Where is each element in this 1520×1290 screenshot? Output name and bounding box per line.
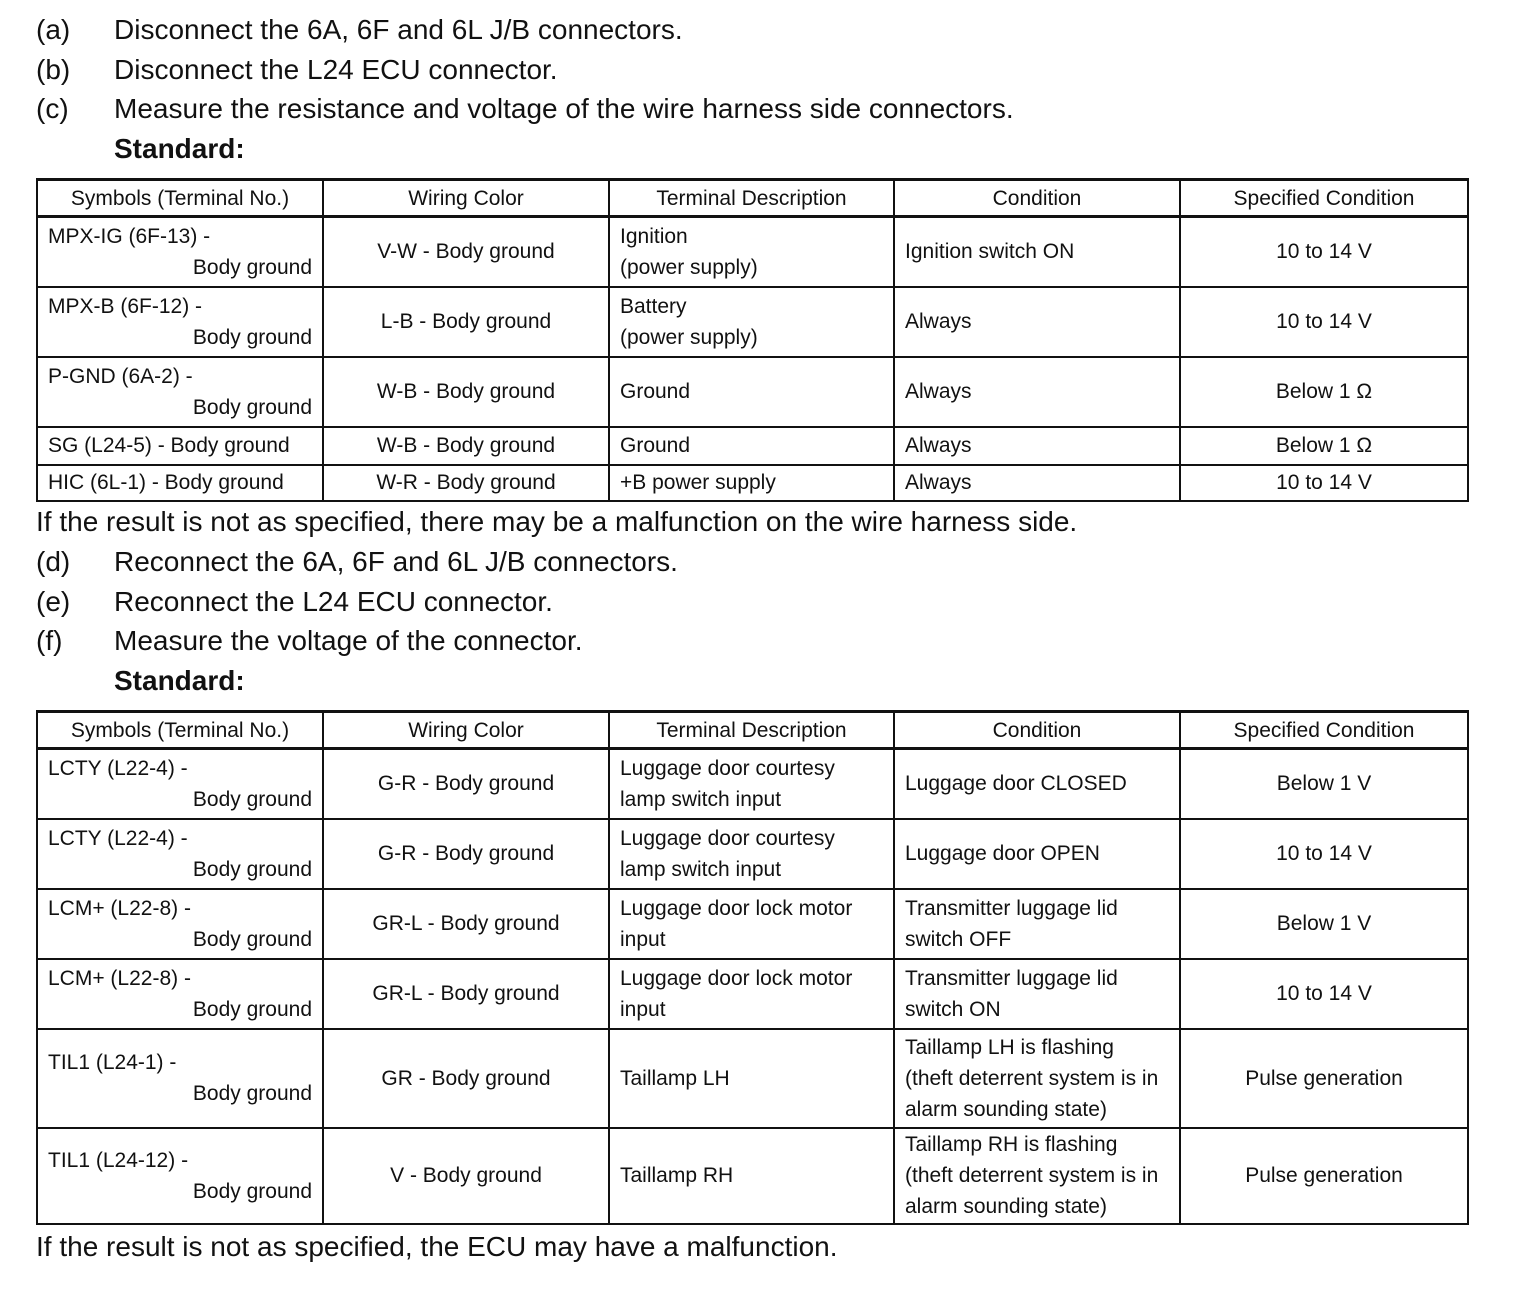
symbol-ground: Body ground (192, 1179, 312, 1203)
description-cell (609, 287, 894, 357)
description-line: lamp switch input (620, 857, 782, 881)
step-d (36, 545, 678, 579)
description-line: Ignition (620, 224, 688, 248)
symbol-cell (37, 749, 323, 819)
table-row (37, 1029, 1468, 1128)
condition-line: switch ON (905, 997, 1001, 1021)
table-row (37, 357, 1468, 427)
step-label: (c) (36, 93, 69, 124)
description-line: Battery (620, 294, 687, 318)
symbol-cell (37, 357, 323, 427)
wiring-color-cell: G-R - Body ground (323, 749, 609, 819)
description-cell: Ground (609, 427, 894, 465)
spec-table-wire-harness (36, 178, 1469, 502)
condition-cell (894, 959, 1180, 1029)
condition-line: (theft deterrent system is in (905, 1066, 1159, 1090)
specified-condition-cell: Below 1 V (1180, 889, 1468, 959)
table-row (37, 819, 1468, 889)
table-header-row (37, 712, 1468, 749)
symbol-cell (37, 287, 323, 357)
condition-cell: Always (894, 465, 1180, 501)
table-row (37, 287, 1468, 357)
wiring-color-cell: G-R - Body ground (323, 819, 609, 889)
step-c (36, 92, 1014, 126)
description-line: Luggage door lock motor (620, 896, 853, 920)
wiring-color-cell: W-B - Body ground (323, 427, 609, 465)
condition-cell (894, 1029, 1180, 1128)
specified-condition-cell: 10 to 14 V (1180, 217, 1468, 287)
wiring-color-cell: GR-L - Body ground (323, 959, 609, 1029)
condition-line: Taillamp RH is flashing (905, 1133, 1118, 1156)
symbol-cell (37, 889, 323, 959)
symbol-terminal: MPX-IG (6F-13) - (48, 224, 211, 248)
symbol-cell (37, 1029, 323, 1128)
description-line: (power supply) (620, 325, 758, 349)
description-line: input (620, 997, 666, 1021)
symbol-cell (37, 217, 323, 287)
description-cell (609, 889, 894, 959)
symbol-cell (37, 1128, 323, 1224)
description-cell: Taillamp RH (609, 1128, 894, 1224)
condition-cell: Ignition switch ON (894, 217, 1180, 287)
result-note-wire-harness: If the result is not as specified, there may be a malfunction on the wire harness side. (36, 506, 1078, 537)
symbol-terminal: LCTY (L22-4) - (48, 756, 188, 780)
step-b (36, 53, 558, 87)
standard-heading: Standard: (114, 665, 245, 696)
specified-condition-cell: 10 to 14 V (1180, 287, 1468, 357)
wiring-color-cell: GR - Body ground (323, 1029, 609, 1128)
step-label: (a) (36, 14, 71, 45)
symbol-ground: Body ground (192, 1082, 312, 1105)
wiring-color-cell: GR-L - Body ground (323, 889, 609, 959)
condition-line: alarm sounding state) (905, 1195, 1107, 1218)
table-row (37, 217, 1468, 287)
step-text: Measure the voltage of the connector. (114, 625, 583, 656)
symbol-cell: SG (L24-5) - Body ground (37, 427, 323, 465)
header-specified-condition: Specified Condition (1180, 712, 1468, 749)
description-cell (609, 819, 894, 889)
table-header-row (37, 180, 1468, 217)
step-text: Reconnect the L24 ECU connector. (114, 586, 553, 617)
header-symbols: Symbols (Terminal No.) (37, 712, 323, 749)
symbol-ground: Body ground (192, 927, 312, 951)
symbol-terminal: P-GND (6A-2) - (48, 364, 193, 388)
specified-condition-cell: Pulse generation (1180, 1029, 1468, 1128)
symbol-terminal: TIL1 (L24-1) - (48, 1051, 177, 1074)
table-row (37, 959, 1468, 1029)
symbol-ground: Body ground (192, 857, 312, 881)
table-row (37, 465, 1468, 501)
symbol-terminal: TIL1 (L24-12) - (48, 1148, 189, 1172)
step-text: Reconnect the 6A, 6F and 6L J/B connectors. (114, 546, 678, 577)
symbol-terminal: LCM+ (L22-8) - (48, 966, 191, 990)
condition-cell: Luggage door CLOSED (894, 749, 1180, 819)
step-f (36, 624, 583, 658)
wiring-color-cell: V-W - Body ground (323, 217, 609, 287)
description-cell: Taillamp LH (609, 1029, 894, 1128)
specified-condition-cell: 10 to 14 V (1180, 465, 1468, 501)
header-specified-condition: Specified Condition (1180, 180, 1468, 217)
description-cell: +B power supply (609, 465, 894, 501)
condition-cell: Luggage door OPEN (894, 819, 1180, 889)
header-symbols: Symbols (Terminal No.) (37, 180, 323, 217)
condition-cell (894, 1128, 1180, 1224)
step-e (36, 585, 553, 619)
description-cell (609, 217, 894, 287)
step-label: (e) (36, 586, 71, 617)
symbol-terminal: LCM+ (L22-8) - (48, 896, 191, 920)
table-row (37, 749, 1468, 819)
header-wiring-color: Wiring Color (323, 180, 609, 217)
description-line: Luggage door lock motor (620, 966, 853, 990)
table-row (37, 889, 1468, 959)
symbol-cell: HIC (6L-1) - Body ground (37, 465, 323, 501)
wiring-color-cell: W-R - Body ground (323, 465, 609, 501)
spec-table-connector-voltage (36, 710, 1469, 1225)
symbol-ground: Body ground (192, 255, 312, 279)
specified-condition-cell: Pulse generation (1180, 1128, 1468, 1224)
symbol-ground: Body ground (192, 787, 312, 811)
header-condition: Condition (894, 712, 1180, 749)
description-line: Luggage door courtesy (620, 826, 835, 850)
step-label: (b) (36, 54, 71, 85)
condition-cell: Always (894, 357, 1180, 427)
condition-line: (theft deterrent system is in (905, 1164, 1159, 1187)
description-line: input (620, 927, 666, 951)
specified-condition-cell: 10 to 14 V (1180, 819, 1468, 889)
wiring-color-cell: V - Body ground (323, 1128, 609, 1224)
step-label: (f) (36, 625, 63, 656)
symbol-terminal: LCTY (L22-4) - (48, 826, 188, 850)
step-label: (d) (36, 546, 71, 577)
specified-condition-cell: Below 1 Ω (1180, 427, 1468, 465)
description-line: Luggage door courtesy (620, 756, 835, 780)
condition-line: Transmitter luggage lid (905, 966, 1118, 990)
condition-line: switch OFF (905, 927, 1012, 951)
description-cell: Ground (609, 357, 894, 427)
description-line: (power supply) (620, 255, 758, 279)
header-wiring-color: Wiring Color (323, 712, 609, 749)
condition-cell: Always (894, 427, 1180, 465)
description-cell (609, 959, 894, 1029)
step-text: Disconnect the 6A, 6F and 6L J/B connectors. (114, 14, 683, 45)
symbol-cell (37, 959, 323, 1029)
wiring-color-cell: W-B - Body ground (323, 357, 609, 427)
wiring-color-cell: L-B - Body ground (323, 287, 609, 357)
header-terminal-description: Terminal Description (609, 712, 894, 749)
symbol-ground: Body ground (192, 395, 312, 419)
result-note-ecu: If the result is not as specified, the ECU may have a malfunction. (36, 1231, 838, 1262)
condition-line: alarm sounding state) (905, 1097, 1107, 1121)
description-line: lamp switch input (620, 787, 782, 811)
specified-condition-cell: 10 to 14 V (1180, 959, 1468, 1029)
step-text: Disconnect the L24 ECU connector. (114, 54, 558, 85)
step-a (36, 13, 683, 47)
specified-condition-cell: Below 1 Ω (1180, 357, 1468, 427)
header-condition: Condition (894, 180, 1180, 217)
table-row (37, 1128, 1468, 1224)
symbol-ground: Body ground (192, 325, 312, 349)
symbol-ground: Body ground (192, 997, 312, 1021)
condition-line: Taillamp LH is flashing (905, 1035, 1114, 1059)
header-terminal-description: Terminal Description (609, 180, 894, 217)
description-cell (609, 749, 894, 819)
step-text: Measure the resistance and voltage of the wire harness side connectors. (114, 93, 1014, 124)
specified-condition-cell: Below 1 V (1180, 749, 1468, 819)
symbol-terminal: MPX-B (6F-12) - (48, 294, 203, 318)
condition-cell (894, 889, 1180, 959)
condition-cell: Always (894, 287, 1180, 357)
symbol-cell (37, 819, 323, 889)
table-row (37, 427, 1468, 465)
condition-line: Transmitter luggage lid (905, 896, 1118, 920)
standard-heading: Standard: (114, 133, 245, 164)
